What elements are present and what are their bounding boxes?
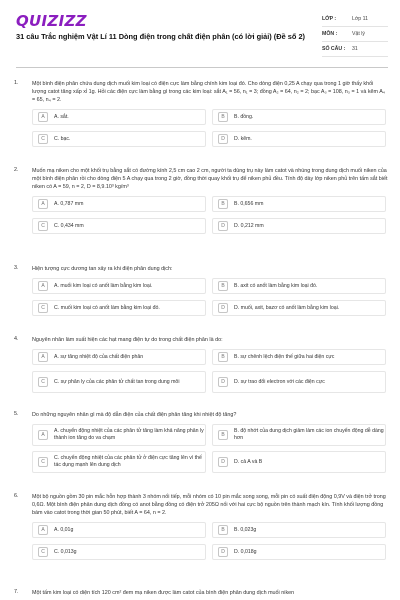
page-header [0, 0, 400, 70]
options [32, 109, 388, 151]
option-text: A. muối kim loại có anốt làm bằng kim loại. [54, 282, 153, 289]
question-text: Một bình điện phân chứa dung dịch muối kim loại có điện cực làm bằng chính kim loại đó. Cho dòng điện 0,25 A chạy qua trong 1 giờ thấy khối lượng catot tăng xấp xỉ 1g. Hỏi các điện cực làm bằng gì trong các kim loại: sắt A₁ = 56, n₁ = 3; đồng A₂ = 64, n₂ = 2; bạc A₃ = 108, n₃ = 1 và kẽm A₄ = 65, n₄ = 2. [32, 81, 385, 103]
option-text: B. 0,023g [234, 526, 257, 533]
option-letter: B [218, 112, 228, 122]
option-c[interactable] [32, 131, 206, 147]
option-letter: A [38, 352, 48, 362]
options [32, 424, 388, 478]
question-text: Nguyên nhân làm xuất hiện các hạt mang điện tự do trong chất điện phân là do: [32, 337, 223, 343]
option-b[interactable] [212, 349, 386, 365]
option-text: B. axit có anốt làm bằng kim loại đó. [234, 282, 318, 289]
option-c[interactable] [32, 544, 206, 560]
option-text: D. cả A và B [234, 458, 263, 465]
question-text: Một bộ nguồn gồm 30 pin mắc hỗn hợp thành 3 nhóm nối tiếp, mỗi nhóm có 10 pin mắc song song, mỗi pin có suất điện động 0,9V và điện trở trong 0,6Ω. Một bình điện phân dung dịch đồng có anot bằng đồng có điện trở 205Ω nối với hai cực bộ nguồn trên thành mạch kín. Tính khối lượng đồng bám vào catot trong thời gian 50 phút, biết A = 64, n = 2. [32, 494, 386, 516]
option-a[interactable] [32, 278, 206, 294]
question-number: 5. [14, 411, 19, 417]
options [32, 196, 388, 238]
question-number: 1. [14, 80, 19, 86]
option-text: B. đồng. [234, 113, 254, 120]
option-d[interactable] [212, 131, 386, 147]
option-a[interactable] [32, 349, 206, 365]
option-letter: C [38, 303, 48, 313]
meta-value: 31 [352, 46, 358, 52]
option-b[interactable] [212, 424, 386, 446]
meta-row-count [322, 42, 388, 57]
option-text: A. sự tăng nhiệt độ của chất điện phân [54, 353, 144, 360]
option-letter: D [218, 303, 228, 313]
question-text: Muốn mạ niken cho một khối trụ bằng sắt có đường kính 2,5 cm cao 2 cm, người ta dùng trụ này làm catot và nhúng trong dung dịch muối niken của một bình điện phân rồi cho dòng điện 5 A chạy qua trong 2 giờ, đồng thời quay khối trụ để niken phủ đều. Tính độ dày lớp niken phủ trên tấm sắt biết niken có A = 59, n = 2, D = 8,9.10³ kg/m³ [32, 168, 388, 190]
question-text: Một tấm kim loại có diện tích 120 cm² đem mạ niken được làm catot của bình điện phân dung dịch muối niken [32, 590, 295, 596]
option-c[interactable] [32, 300, 206, 316]
option-a[interactable] [32, 522, 206, 538]
options [32, 349, 388, 397]
option-letter: B [218, 525, 228, 535]
option-letter: A [38, 199, 48, 209]
option-letter: A [38, 430, 48, 440]
option-b[interactable] [212, 109, 386, 125]
option-text: C. bạc. [54, 135, 71, 142]
option-text: C. muối kim loại có anốt làm bằng kim loại đó. [54, 304, 160, 311]
option-letter: B [218, 352, 228, 362]
meta-row-class [322, 12, 388, 27]
meta-key: LỚP : [322, 16, 337, 22]
meta-value: Vật lý [352, 31, 365, 37]
option-letter: D [218, 457, 228, 467]
option-d[interactable] [212, 218, 386, 234]
header-divider [16, 67, 388, 68]
question-number: 7. [14, 589, 19, 595]
question-number: 4. [14, 336, 19, 342]
question-6 [14, 493, 388, 564]
question-number: 2. [14, 167, 19, 173]
option-letter: D [218, 134, 228, 144]
option-letter: B [218, 199, 228, 209]
options [32, 522, 388, 564]
option-text: A. chuyển động nhiệt của các phân tử tăng làm khả năng phân ly thành ion tăng do va chạm [54, 428, 204, 441]
option-text: C. 0,013g [54, 548, 77, 555]
meta-row-subject [322, 27, 388, 42]
option-d[interactable] [212, 371, 386, 393]
question-5 [14, 411, 388, 478]
meta-table [322, 12, 388, 57]
option-letter: D [218, 377, 228, 387]
option-a[interactable] [32, 196, 206, 212]
option-a[interactable] [32, 109, 206, 125]
option-c[interactable] [32, 218, 206, 234]
option-letter: C [38, 221, 48, 231]
option-c[interactable] [32, 371, 206, 393]
option-text: A. 0,787 mm [54, 200, 84, 207]
option-letter: C [38, 377, 48, 387]
meta-value: Lớp 11 [352, 16, 368, 22]
option-text: A. sắt. [54, 113, 69, 120]
option-text: D. 0,212 mm [234, 222, 264, 229]
option-letter: A [38, 112, 48, 122]
option-d[interactable] [212, 300, 386, 316]
question-text: Hiện tượng cực dương tan xảy ra khi điện phân dung dịch: [32, 266, 173, 272]
option-c[interactable] [32, 451, 206, 473]
option-letter: C [38, 134, 48, 144]
question-text: Do những nguyên nhân gì mà độ dẫn điện của chất điện phân tăng khi nhiệt độ tăng? [32, 412, 237, 418]
meta-key: MÔN : [322, 31, 338, 37]
option-text: C. chuyển động nhiệt của các phân tử ở điện cực tăng lên vì thế tác dụng mạnh lên dung dịch [54, 455, 202, 468]
question-1 [14, 80, 388, 151]
option-b[interactable] [212, 278, 386, 294]
question-7 [14, 589, 388, 597]
option-text: D. kẽm. [234, 135, 252, 142]
option-letter: B [218, 281, 228, 291]
question-3 [14, 265, 388, 320]
options [32, 278, 388, 320]
option-text: A. 0,01g [54, 526, 74, 533]
option-letter: C [38, 547, 48, 557]
page-title: 31 câu Trắc nghiệm Vật Lí 11 Dòng điện trong chất điện phân (có lời giải) (Đề số 2) [16, 32, 306, 41]
question-4 [14, 336, 388, 397]
option-a[interactable] [32, 424, 206, 446]
option-b[interactable] [212, 522, 386, 538]
option-letter: A [38, 525, 48, 535]
option-b[interactable] [212, 196, 386, 212]
option-letter: B [218, 430, 228, 440]
question-number: 3. [14, 265, 19, 271]
question-2 [14, 167, 388, 238]
option-text: D. sự trao đổi electron với các điện cực [234, 378, 325, 385]
option-text: D. 0,018g [234, 548, 257, 555]
option-text: B. sự chênh lệch điện thế giữa hai điện cực [234, 353, 335, 360]
option-text: B. độ nhớt của dung dịch giảm làm các ion chuyển động dễ dàng hơn [234, 428, 384, 441]
option-letter: A [38, 281, 48, 291]
option-d[interactable] [212, 544, 386, 560]
option-d[interactable] [212, 451, 386, 473]
question-number: 6. [14, 493, 19, 499]
quizizz-logo: QUIZIZZ [16, 12, 87, 30]
option-text: D. muối, axit, bazơ có anốt làm bằng kim loại. [234, 304, 340, 311]
option-letter: C [38, 457, 48, 467]
option-text: C. sự phân ly của các phân tử chất tan trong dung môi [54, 378, 180, 385]
option-text: C. 0,434 mm [54, 222, 84, 229]
option-letter: D [218, 221, 228, 231]
option-text: B. 0,656 mm [234, 200, 264, 207]
option-letter: D [218, 547, 228, 557]
meta-key: SỐ CÂU : [322, 46, 346, 52]
